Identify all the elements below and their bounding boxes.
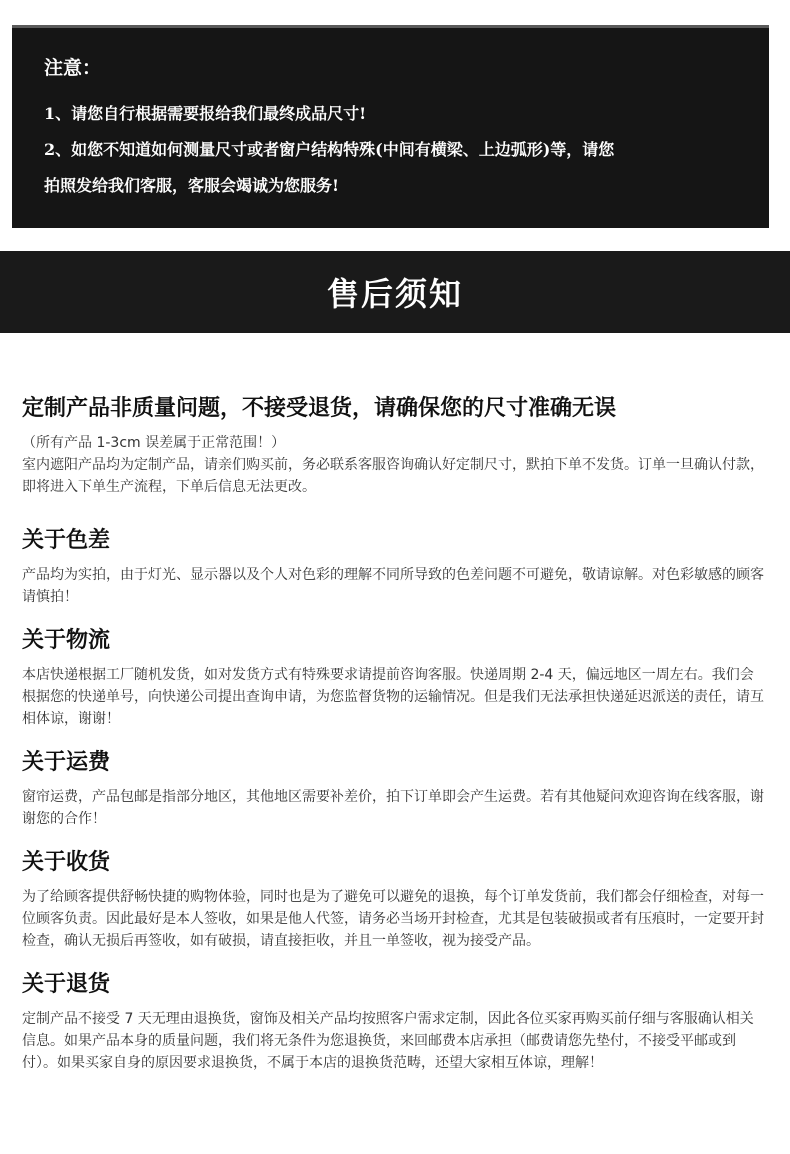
section-heading-logistics: 关于物流 xyxy=(22,627,111,653)
notice-line-3: 拍照发给我们客服，客服会竭诚为您服务! xyxy=(44,176,340,195)
section-text-receiving: 为了给顾客提供舒畅快捷的购物体验，同时也是为了避免可以避免的退换，每个订单发货前，我们都会仔细检查，对每一位顾客负责。因此最好是本人签收，如果是他人代签，请务必当场开封检查，尤其是包装破损或者有压痕时，一定要开封检查，确认无损后再签收，如有破损，请直接拒收，并且一单签收，视为接受产品。 xyxy=(22,889,764,949)
section-color-difference xyxy=(22,524,767,608)
policy-content xyxy=(22,392,767,1074)
custom-order-text: 室内遮阳产品均为定制产品，请亲们购买前，务必联系客服咨询确认好定制尺寸，默拍下单不发货。订单一旦确认付款，即将进入下单生产流程，下单后信息无法更改。 xyxy=(22,457,764,495)
section-logistics xyxy=(22,624,767,730)
section-heading-receiving: 关于收货 xyxy=(22,849,111,875)
section-receiving xyxy=(22,846,767,952)
section-shipping-fee xyxy=(22,746,767,830)
section-text-logistics: 本店快递根据工厂随机发货，如对发货方式有特殊要求请提前咨询客服。快递周期 2-4 天，偏远地区一周左右。我们会根据您的快递单号，向快递公司提出查询申请，为您监督货物的运输情况。但是我们无法承担快递延迟派送的责任，请互相体谅，谢谢！ xyxy=(22,667,764,727)
notice-title: 注意： xyxy=(44,57,102,79)
section-text-color-difference: 产品均为实拍，由于灯光、显示器以及个人对色彩的理解不同所导致的色差问题不可避免，敬请谅解。对色彩敏感的顾客请慎拍！ xyxy=(22,567,764,605)
notice-line-2: 2、如您不知道如何测量尺寸或者窗户结构特殊(中间有横梁、上边弧形)等，请您 xyxy=(44,140,615,159)
section-heading-color-difference: 关于色差 xyxy=(22,527,111,553)
notice-line-1: 1、请您自行根据需要报给我们最终成品尺寸! xyxy=(44,104,367,123)
after-sales-banner xyxy=(0,251,790,333)
banner-title: 售后须知 xyxy=(326,275,463,313)
tolerance-note: （所有产品 1-3cm 误差属于正常范围！） xyxy=(22,435,286,451)
notice-box xyxy=(12,25,769,228)
section-text-shipping-fee: 窗帘运费，产品包邮是指部分地区，其他地区需要补差价，拍下订单即会产生运费。若有其他疑问欢迎咨询在线客服，谢谢您的合作！ xyxy=(22,789,764,827)
section-heading-returns: 关于退货 xyxy=(22,971,111,997)
custom-product-heading: 定制产品非质量问题，不接受退货，请确保您的尺寸准确无误 xyxy=(22,395,617,421)
section-text-returns: 定制产品不接受 7 天无理由退换货，窗饰及相关产品均按照客户需求定制，因此各位买家再购买前仔细与客服确认相关信息。如果产品本身的质量问题，我们将无条件为您退换货，来回邮费本店承担（邮费请您先垫付，不接受平邮或到付）。如果买家自身的原因要求退换货，不属于本店的退换货范畴，还望大家相互体谅，理解！ xyxy=(22,1011,754,1071)
section-heading-shipping-fee: 关于运费 xyxy=(22,749,111,775)
section-returns xyxy=(22,968,767,1074)
